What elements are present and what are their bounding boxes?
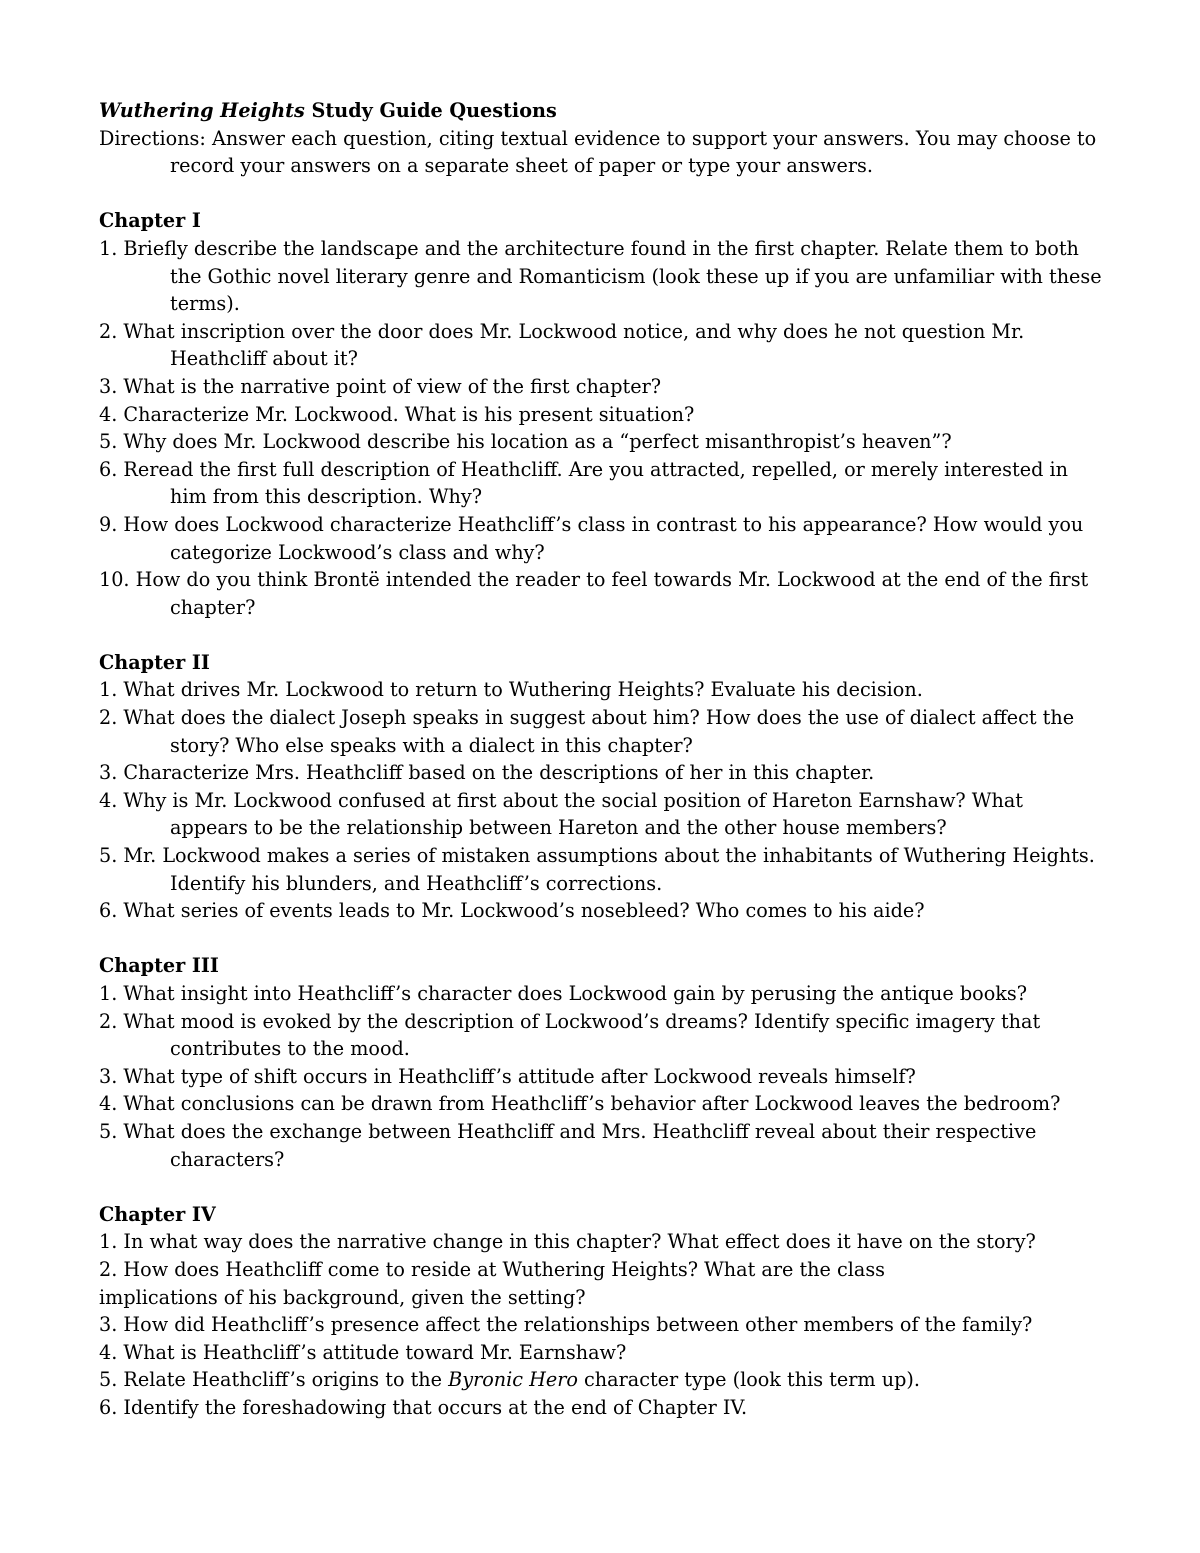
chapter-heading: Chapter I <box>99 209 201 233</box>
chapter-heading: Chapter III <box>99 954 219 978</box>
title-book-name: Wuthering Heights <box>99 99 305 122</box>
question-item: 1. In what way does the narrative change in this chapter? What effect does it have on the story? <box>99 1230 1036 1254</box>
question-item: 6. Reread the first full description of Heathcliff. Are you attracted, repelled, or merely interested in him from this description. Why? <box>99 457 1068 509</box>
chapter-4-section <box>99 1201 1104 1422</box>
question-item: 2. What mood is evoked by the description of Lockwood’s dreams? Identify specific imagery that contributes to the mood. <box>99 1009 1041 1061</box>
question-item: 10. How do you think Brontë intended the reader to feel towards Mr. Lockwood at the end of the first chapter? <box>99 568 1089 619</box>
question-item: 3. What type of shift occurs in Heathcliff’s attitude after Lockwood reveals himself? <box>99 1064 916 1088</box>
question-item: 4. What is Heathcliff’s attitude toward Mr. Earnshaw? <box>99 1340 627 1364</box>
document-page <box>99 97 1104 1422</box>
chapter-2-section <box>99 649 1104 925</box>
chapter-heading: Chapter IV <box>99 1202 216 1226</box>
title-suffix: Study Guide Questions <box>304 99 557 122</box>
question-text-start: 5. Relate Heathcliff’s origins to the <box>99 1368 449 1392</box>
question-item: 6. Identify the foreshadowing that occurs at the end of Chapter IV. <box>99 1395 748 1419</box>
question-item: 9. How does Lockwood characterize Heathcliff’s class in contrast to his appearance? How would you categorize Lockwood’s class and why? <box>99 512 1084 564</box>
question-item: 4. Characterize Mr. Lockwood. What is his present situation? <box>99 402 695 426</box>
chapter-3-section <box>99 952 1104 1173</box>
question-item: 3. What is the narrative point of view of the first chapter? <box>99 374 662 398</box>
question-item: 3. Characterize Mrs. Heathcliff based on the descriptions of her in this chapter. <box>99 761 875 785</box>
question-item: 3. How did Heathcliff’s presence affect the relationships between other members of the family? <box>99 1313 1033 1337</box>
question-item: 5. Why does Mr. Lockwood describe his location as a “perfect misanthropist’s heaven”? <box>99 430 952 454</box>
question-item: 1. What insight into Heathcliff’s character does Lockwood gain by perusing the antique books? <box>99 982 1028 1005</box>
byronic-hero-term: Byronic Hero <box>448 1368 578 1392</box>
question-item: 6. What series of events leads to Mr. Lockwood’s nosebleed? Who comes to his aide? <box>99 899 925 923</box>
question-item: 5. Mr. Lockwood makes a series of mistaken assumptions about the inhabitants of Wuthering Heights. Identify his blunders, and Heathcliff’s corrections. <box>99 844 1095 895</box>
question-item <box>99 1366 1104 1394</box>
question-item: 2. How does Heathcliff come to reside at Wuthering Heights? What are the class <box>99 1257 886 1281</box>
chapter-heading: Chapter II <box>99 650 210 674</box>
directions-text: Directions: Answer each question, citing textual evidence to support your answers. You may choose to record your answers on a separate sheet of paper or type your answers. <box>99 126 1097 178</box>
question-item: 1. Briefly describe the landscape and the architecture found in the first chapter. Relate them to both the Gothic novel literary genre and Romanticism (look these up if you are unfamiliar with these terms). <box>99 236 1102 316</box>
question-item: 1. What drives Mr. Lockwood to return to Wuthering Heights? Evaluate his decision. <box>99 678 923 702</box>
question-text-end: character type (look this term up). <box>577 1368 920 1392</box>
question-item: 2. What inscription over the door does Mr. Lockwood notice, and why does he not question Mr. Heathcliff about it? <box>99 319 1025 371</box>
chapter-1-section <box>99 207 1104 621</box>
question-item: 4. What conclusions can be drawn from Heathcliff’s behavior after Lockwood leaves the bedroom? <box>99 1092 1061 1116</box>
document-title <box>99 97 1104 125</box>
question-item: 2. What does the dialect Joseph speaks in suggest about him? How does the use of dialect affect the story? Who else speaks with a dialect in this chapter? <box>99 706 1075 757</box>
question-item: 5. What does the exchange between Heathcliff and Mrs. Heathcliff reveal about their respective characters? <box>99 1119 1037 1171</box>
question-continuation: implications of his background, given the setting? <box>99 1285 586 1309</box>
question-item: 4. Why is Mr. Lockwood confused at first about the social position of Hareton Earnshaw? What appears to be the relationship between Hareton and the other house members? <box>99 788 1023 840</box>
